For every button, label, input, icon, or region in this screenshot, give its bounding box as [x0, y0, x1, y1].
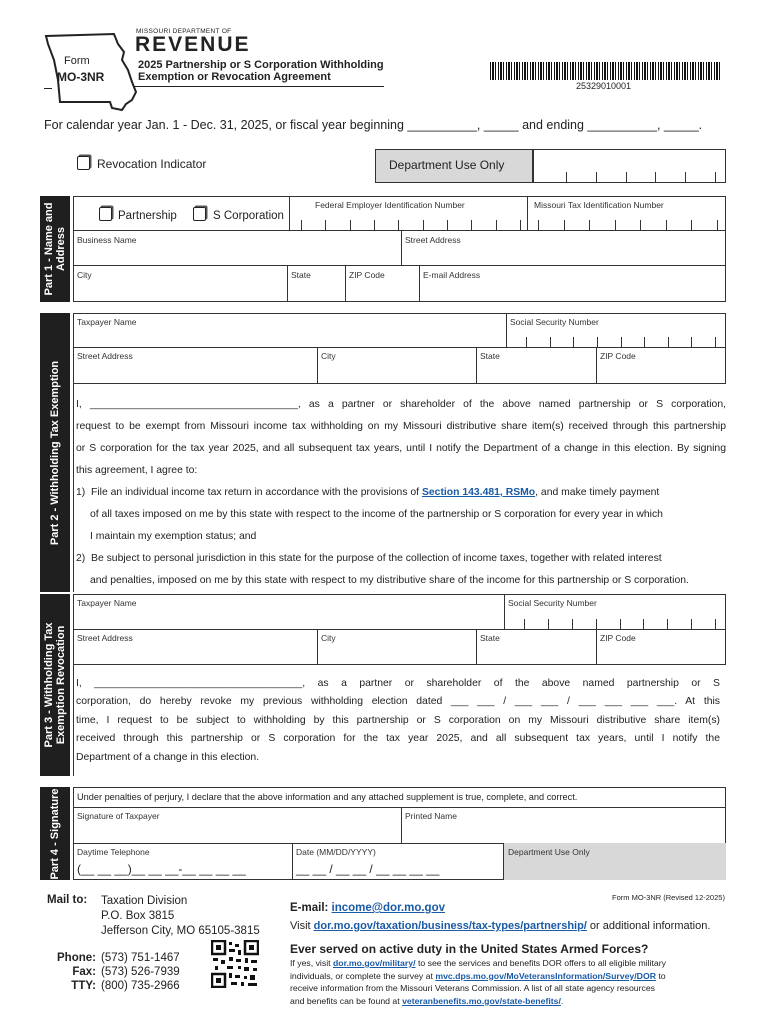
barcode-number: 25329010001: [576, 81, 632, 91]
part3-side-line1: Part 3 - Withholding Tax: [43, 622, 55, 748]
p3-line2: corporation, do hereby revoke my previous withholding election dated ___ ___ / ___ ___ / ___ ___ ___ ___. At this: [76, 696, 720, 708]
p2-item1b: of all taxes imposed on me by this state with respect to the income of the partnership or S corporation for every year in which: [90, 509, 663, 520]
mailing-address: [101, 894, 260, 939]
p1-div-email: [419, 265, 420, 302]
visit-post: or additional information.: [586, 920, 711, 932]
p3-row1-line: [73, 629, 726, 630]
part2-agreement-text: [76, 394, 726, 592]
p2-line3: or S corporation for the tax year 2025, and all subsequent tax years, until I notify the Department of a change in this election. By signing: [76, 443, 726, 454]
title-rule: [134, 86, 384, 87]
p2-item1a: [76, 482, 726, 504]
p3-line1: I, ____________________________________, as a partner or shareholder of the above named partnership or S: [76, 678, 720, 689]
addr-line1: Taxation Division: [101, 895, 188, 907]
mil2-pre: individuals, or complete the survey at: [290, 970, 436, 981]
p1-div-motax: [527, 196, 528, 230]
mil-line3: receive information from the Missouri Veterans Commission. A list of all state agency resources: [290, 983, 656, 993]
part3-side-line2: Exemption Revocation: [55, 625, 67, 745]
p2-zip-label: ZIP Code: [600, 351, 636, 361]
mil-line2: [290, 970, 666, 983]
p2-div-state: [476, 347, 477, 383]
p3-street-label: Street Address: [77, 633, 133, 643]
contact-values: [101, 951, 180, 993]
p2-line1: I, ____________________________________, as a partner or shareholder of the above named partnership or S corporation,: [76, 399, 726, 410]
part1-sidebar: [40, 196, 70, 302]
tty-value: (800) 735-2966: [101, 980, 180, 992]
s-corp-label: S Corporation: [213, 210, 284, 222]
p2-street-label: Street Address: [77, 351, 133, 361]
date-mask[interactable]: __ __ / __ __ / __ __ __ __: [296, 862, 440, 876]
dept-logo-revenue: REVENUE: [135, 33, 251, 56]
p1-div-street: [401, 230, 402, 265]
form-word: Form: [64, 55, 90, 67]
form-number-underline: [44, 88, 52, 89]
p2-body-left-rule: [73, 383, 74, 592]
email-label: E-mail:: [290, 902, 329, 914]
p1-street-label: Street Address: [405, 235, 461, 245]
part3-revocation-text: [76, 675, 720, 767]
mil1-pre: If yes, visit: [290, 958, 333, 968]
p3-body-left-rule: [73, 665, 74, 776]
contact-labels: [40, 951, 96, 993]
p1-div-zip: [345, 265, 346, 302]
fax-value: (573) 526-7939: [101, 966, 180, 978]
part4-side-label: Part 4 - Signature: [49, 787, 61, 880]
phone-lbl: Phone:: [57, 952, 96, 964]
fein-label: Federal Employer Identification Number: [315, 200, 465, 210]
p3-city-label: City: [321, 633, 336, 643]
p2-item1c: I maintain my exemption status; and: [90, 531, 257, 542]
business-name-label: Business Name: [77, 235, 137, 245]
p1-row2-line: [73, 265, 726, 266]
mil4-post: .: [560, 995, 564, 1006]
revocation-checkbox[interactable]: [77, 156, 90, 170]
veterans-survey-link[interactable]: mvc.dps.mo.gov/MoVeteransInformation/Survey/DOR: [435, 970, 656, 981]
p1-div-fein: [289, 196, 290, 230]
p4-dept-use-label: Department Use Only: [508, 847, 590, 857]
p2-state-label: State: [480, 351, 500, 361]
p4-div-date: [292, 843, 293, 880]
military-title: Ever served on active duty in the United States Armed Forces?: [290, 942, 649, 956]
p2-item1a-post: , and make timely payment: [535, 487, 660, 498]
p3-div-city: [317, 629, 318, 665]
p3-div-state: [476, 629, 477, 665]
part4-sidebar: [40, 787, 70, 880]
calendar-line: For calendar year Jan. 1 - Dec. 31, 2025, or fiscal year beginning __________, _____ and ending __________, _____.: [44, 118, 703, 132]
p2-div-city: [317, 347, 318, 383]
mo-tax-id-ticks: [538, 220, 718, 230]
p2-div-zip: [596, 347, 597, 383]
p1-email-label: E-mail Address: [423, 270, 481, 280]
p3-div-ssn: [504, 594, 505, 629]
p2-ssn-label: Social Security Number: [510, 317, 599, 327]
dept-line1: MISSOURI DEPARTMENT OF: [136, 28, 232, 35]
p2-city-label: City: [321, 351, 336, 361]
daytime-phone-label: Daytime Telephone: [77, 847, 150, 857]
p2-ssn-ticks: [526, 337, 716, 347]
p1-state-label: State: [291, 270, 311, 280]
perjury-declaration: Under penalties of perjury, I declare that the above information and any attached supplement is true, complete, and correct.: [77, 792, 578, 802]
mil1-post: to see the services and benefits DOR offers to all eligible military: [415, 958, 666, 968]
p3-state-label: State: [480, 633, 500, 643]
p1-city-label: City: [77, 270, 92, 280]
addr-line3: Jefferson City, MO 65105-3815: [101, 925, 260, 937]
p3-line3: time, I request to be subject to withholding by this partnership or S corporation on my Missouri distributive share item(s): [76, 714, 720, 726]
military-text: [290, 957, 666, 1007]
form-title-line2: Exemption or Revocation Agreement: [138, 71, 331, 83]
mail-to-label: Mail to:: [47, 894, 88, 906]
email-link[interactable]: income@dor.mo.gov: [331, 902, 445, 914]
p1-div-state: [287, 265, 288, 302]
part2-top-box: [73, 313, 726, 383]
p4-row1-line: [73, 807, 726, 808]
p2-item2a: 2) Be subject to personal jurisdiction in this state for the purpose of the collection of income taxes, together with related interest: [76, 553, 662, 564]
p2-line4: this agreement, I agree to:: [76, 465, 198, 476]
p2-row2-line: [73, 383, 726, 384]
p3-div-zip: [596, 629, 597, 665]
part3-sidebar: [40, 594, 70, 776]
p3-zip-label: ZIP Code: [600, 633, 636, 643]
partnership-info-link[interactable]: dor.mo.gov/taxation/business/tax-types/partnership/: [313, 920, 587, 932]
revocation-label: Revocation Indicator: [97, 157, 207, 171]
form-number: MO-3NR: [57, 70, 105, 84]
part2-side-label: Part 2 - Withholding Tax Exemption: [49, 360, 61, 545]
form-title-line1: 2025 Partnership or S Corporation Withholding: [138, 59, 384, 71]
mil-line4: [290, 995, 666, 1008]
form-title: [138, 59, 384, 83]
dept-use-label: Department Use Only: [389, 158, 505, 172]
mil-line1: [290, 957, 666, 970]
visit-line: [290, 920, 710, 932]
p2-row1-line: [73, 347, 726, 348]
p3-taxpayer-name-label: Taxpayer Name: [77, 598, 137, 608]
mil4-pre: and benefits can be found at: [290, 995, 403, 1006]
phone-mask[interactable]: (__ __ __)__ __ __-__ __ __ __: [77, 862, 246, 876]
p3-line5: Department of a change in this election.: [76, 751, 260, 763]
printed-name-label: Printed Name: [405, 811, 457, 821]
part1-side-line2: Address: [55, 226, 67, 272]
barcode: [490, 62, 722, 80]
phone-value: (573) 751-1467: [101, 952, 180, 964]
partnership-label: Partnership: [118, 210, 177, 222]
fein-ticks: [301, 220, 521, 230]
p2-div-ssn: [506, 313, 507, 347]
mil2-post: to: [655, 970, 666, 981]
p2-line2: request to be exempt from Missouri income tax withholding on my Missouri distributive share item(s) received through this partnership: [76, 421, 726, 432]
p1-zip-label: ZIP Code: [349, 270, 385, 280]
tty-lbl: TTY:: [71, 980, 96, 992]
part1-side-line1: Part 1 - Name and: [43, 202, 55, 296]
date-label: Date (MM/DD/YYYY): [296, 847, 376, 857]
p1-row1-line: [73, 230, 726, 231]
part2-sidebar: [40, 313, 70, 592]
addr-line2: P.O. Box 3815: [101, 910, 175, 922]
p3-ssn-ticks: [524, 619, 716, 629]
section-143-481-link[interactable]: Section 143.481, RSMo: [421, 487, 536, 498]
p2-item2b: and penalties, imposed on me by this state with respect to my distributive share of the income for this partnership or S corporation.: [90, 575, 689, 586]
military-link[interactable]: dor.mo.gov/military/: [332, 958, 416, 968]
p2-taxpayer-name-label: Taxpayer Name: [77, 317, 137, 327]
p3-line4: received through this partnership or S corporation for the tax year 2025, and all subsequent tax years, until I notify the: [76, 733, 720, 745]
partnership-checkbox[interactable]: [99, 207, 112, 221]
qr-code-icon[interactable]: [211, 940, 259, 988]
p2-item1a-pre: 1) File an individual income tax return in accordance with the provisions of: [76, 487, 422, 498]
p3-ssn-label: Social Security Number: [508, 598, 597, 608]
visit-pre: Visit: [290, 920, 314, 932]
mo-tax-id-label: Missouri Tax Identification Number: [534, 200, 664, 210]
fax-lbl: Fax:: [72, 966, 96, 978]
email-line: [290, 902, 445, 914]
dept-use-ticks: [566, 172, 716, 182]
s-corp-checkbox[interactable]: [193, 207, 206, 221]
veteran-benefits-link[interactable]: veteranbenefits.mo.gov/state-benefits/: [402, 995, 561, 1006]
p4-div-printed: [401, 807, 402, 843]
revised-date: Form MO-3NR (Revised 12-2025): [612, 893, 725, 902]
signature-label: Signature of Taxpayer: [77, 811, 160, 821]
